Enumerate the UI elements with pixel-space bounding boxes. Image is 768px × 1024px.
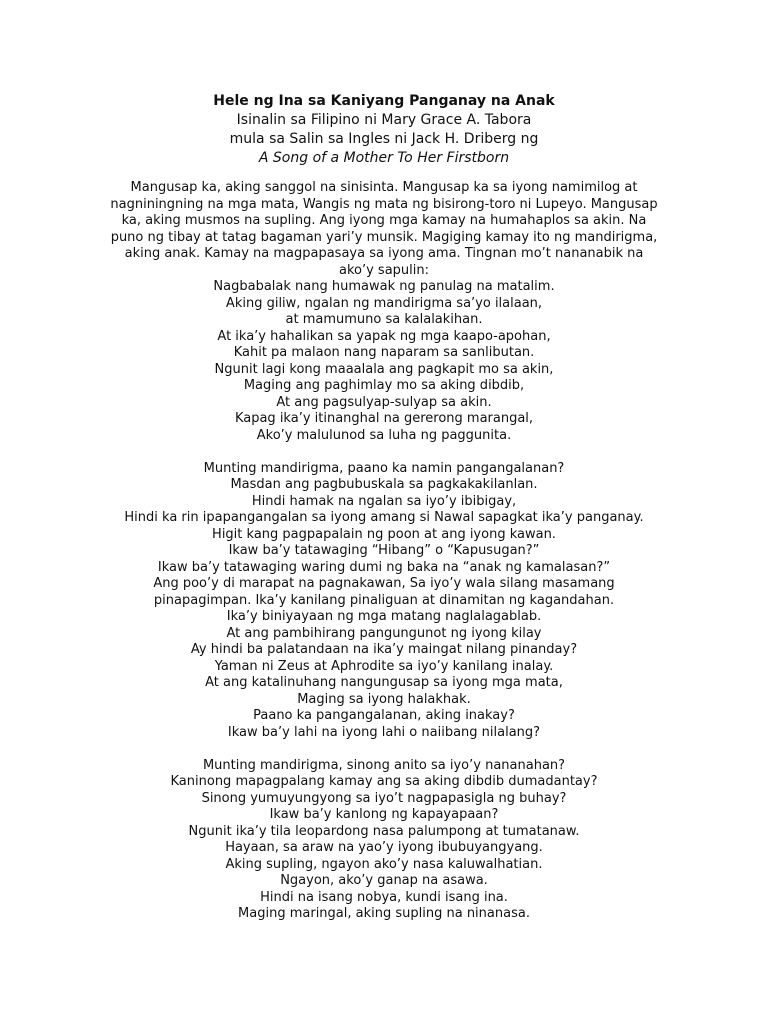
verse-line: Paano ka pangangalanan, aking inakay? — [253, 708, 515, 723]
verse-line: At ang katalinuhang nangungusap sa iyong mga mata, — [205, 675, 563, 690]
verse-line: Yaman ni Zeus at Aphrodite sa iyo’y kanilang inalay. — [214, 658, 554, 674]
document-header — [0, 92, 768, 168]
text-line: puno ng tibay at tatag bagaman yari’y munsik. Magiging kamay ito ng mandirigma, — [110, 229, 658, 245]
verse-line: pinapagimpan. Ika’y kanilang pinaliguan at dinamitan ng kagandahan. — [153, 592, 615, 608]
verse-line: Masdan ang pagbubuskala sa pagkakakilanlan. — [230, 477, 538, 492]
original-title: A Song of a Mother To Her Firstborn — [258, 150, 510, 166]
verse-line: Ikaw ba’y tatawaging “Hibang” o “Kapusugan?” — [228, 543, 540, 558]
verse-line: Ngunit lagi kong maaalala ang pagkapit mo sa akin, — [214, 361, 554, 377]
verse-line: Nagbabalak nang humawak ng panulag na matalim. — [213, 279, 555, 294]
verse-line: Ngunit ika’y tila leopardong nasa palumpong at tumatanaw. — [188, 823, 580, 839]
translator-credit: Isinalin sa Filipino ni Mary Grace A. Tabora — [236, 112, 532, 128]
verse-line: at mamumuno sa kalalakihan. — [285, 312, 483, 327]
verse-line: Hayaan, sa araw na yao’y iyong ibubuyangyang. — [225, 840, 543, 855]
verse-line: Maging sa iyong halakhak. — [297, 691, 471, 707]
poem-body — [84, 180, 684, 923]
verse-line: Munting mandirigma, sinong anito sa iyo’y nananahan? — [202, 757, 566, 773]
verse-line: Ako’y malulunod sa luha ng paggunita. — [256, 427, 512, 443]
verse-line: Maging maringal, aking supling na ninanasa. — [238, 906, 530, 921]
text-line: Mangusap ka, aking sanggol na sinisinta. Mangusap ka sa iyong namimilog at — [130, 180, 638, 195]
verse-line: Kahit pa malaon nang naparam sa sanlibutan. — [233, 345, 535, 360]
verse-line: At ika’y hahalikan sa yapak ng mga kaapo-apohan, — [217, 328, 551, 344]
verse-line: Kapag ika’y itinanghal na gererong marangal, — [234, 411, 534, 426]
stanza-1 — [84, 279, 684, 444]
stanza-3 — [84, 758, 684, 923]
verse-line: Ikaw ba’y lahi na iyong lahi o naiibang nilalang? — [227, 724, 541, 740]
verse-line: Ay hindi ba palatandaan na ika’y maingat nilang pinanday? — [190, 642, 578, 657]
stanza-2 — [84, 461, 684, 742]
verse-line: Aking supling, ngayon ako’y nasa kaluwalhatian. — [225, 856, 543, 872]
verse-line: Ang poo’y di marapat na pagnakawan, Sa iyo’y wala silang masamang — [153, 576, 615, 591]
source-credit: mula sa Salin sa Ingles ni Jack H. Driberg ng — [229, 131, 539, 147]
verse-line: Ikaw ba’y kanlong ng kapayapaan? — [269, 807, 499, 822]
verse-line: Aking giliw, ngalan ng mandirigma sa’yo ilalaan, — [225, 295, 543, 311]
verse-line: At ang pambihirang pangungunot ng iyong kilay — [226, 625, 542, 641]
verse-line: Ngayon, ako’y ganap na asawa. — [280, 873, 488, 888]
poem-title: Hele ng Ina sa Kaniyang Panganay na Anak — [213, 93, 555, 109]
text-line: aking anak. Kamay na magpapasaya sa iyong ama. Tingnan mo’t nananabik na — [124, 246, 644, 261]
verse-line: At ang pagsulyap-sulyap sa akin. — [276, 394, 492, 410]
verse-line: Hindi hamak na ngalan sa iyo’y ibibigay, — [251, 493, 517, 509]
verse-line: Kaninong mapagpalang kamay ang sa aking dibdib dumadantay? — [170, 774, 598, 789]
text-line: ako’y sapulin: — [338, 262, 430, 278]
intro-paragraph — [84, 180, 684, 279]
verse-line: Hindi na isang nobya, kundi isang ina. — [260, 889, 508, 905]
text-line: nagniningning na mga mata, Wangis ng mata ng bisirong-toro ni Lupeyo. Mangusap — [110, 196, 658, 212]
verse-line: Maging ang paghimlay mo sa aking dibdib, — [243, 378, 525, 393]
verse-line: Ika’y biniyayaan ng mga matang naglalagablab. — [226, 609, 542, 624]
verse-line: Higit kang pagpapalain ng poon at ang iyong kawan. — [212, 526, 556, 542]
verse-line: Munting mandirigma, paano ka namin pangangalanan? — [203, 460, 565, 476]
verse-line: Hindi ka rin ipapangangalan sa iyong amang si Nawal sapagkat ika’y panganay. — [124, 510, 644, 525]
verse-line: Ikaw ba’y tatawaging waring dumi ng baka na “anak ng kamalasan?” — [157, 559, 611, 575]
text-line: ka, aking musmos na supling. Ang iyong mga kamay na humahaplos sa akin. Na — [121, 213, 647, 228]
verse-line: Sinong yumuyungyong sa iyo’t nagpapasigla ng buhay? — [201, 790, 567, 806]
